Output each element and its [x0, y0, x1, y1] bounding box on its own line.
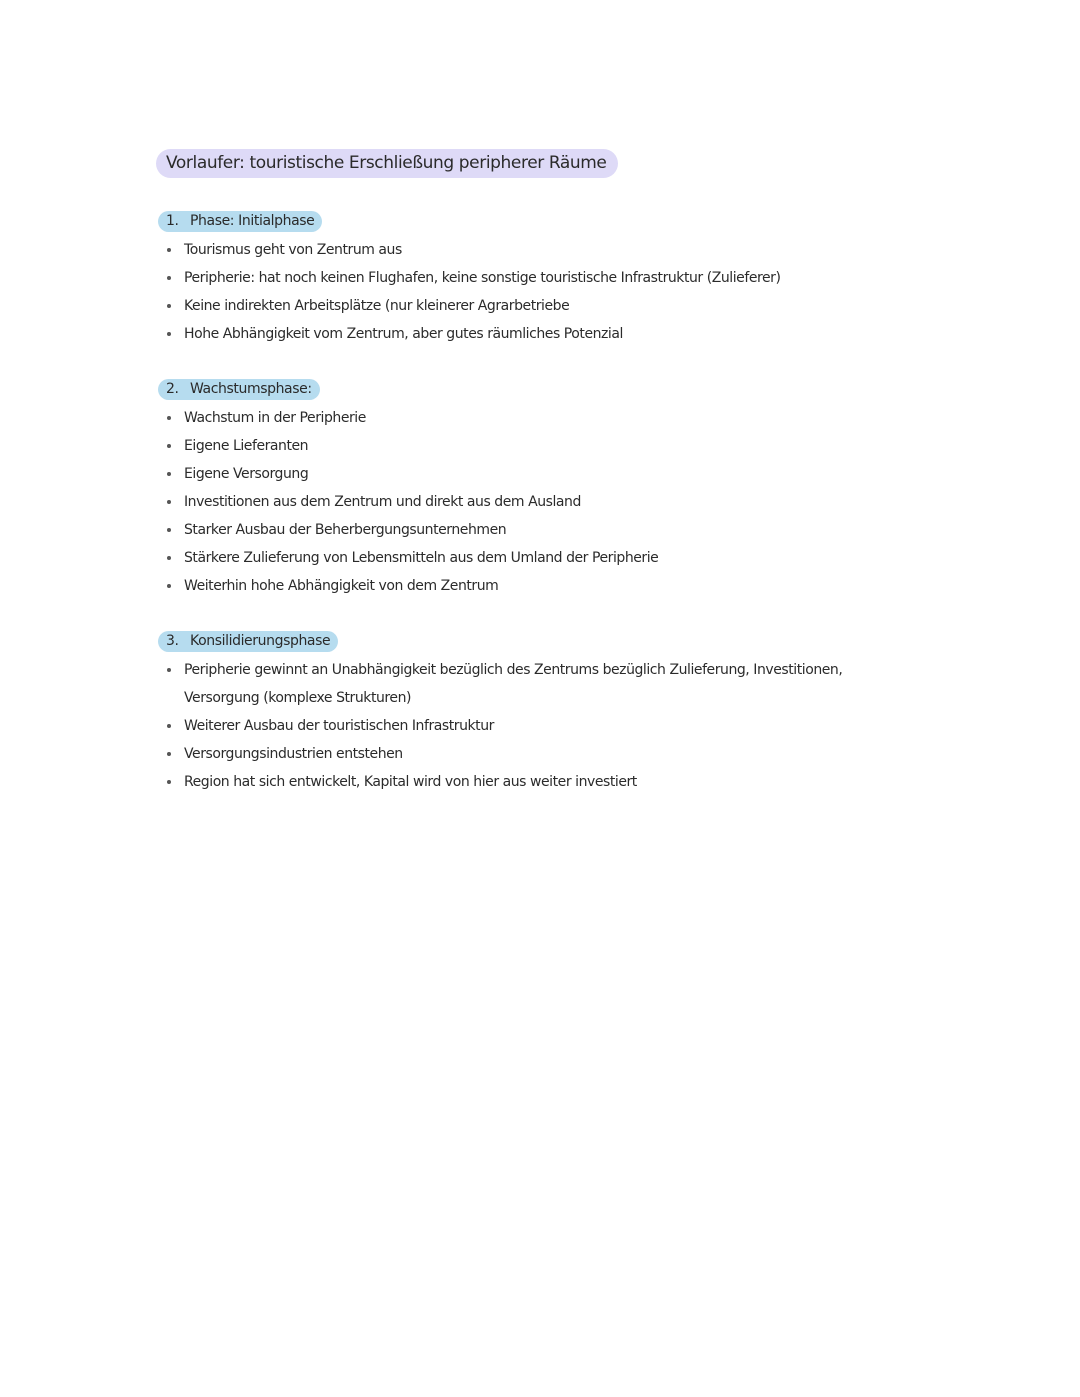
- section-heading: [158, 211, 322, 232]
- list-item: [158, 488, 858, 516]
- bullet-icon: [167, 556, 171, 560]
- list-item: [158, 236, 858, 264]
- list-item-text: Region hat sich entwickelt, Kapital wird von hier aus weiter investiert: [184, 774, 637, 790]
- list-item-text: Peripherie gewinnt an Unabhängigkeit bezüglich des Zentrums bezüglich Zulieferung, Investitionen, Versorgung (komplexe Strukturen): [184, 662, 843, 706]
- list-item: [158, 292, 858, 320]
- list-item-text: Eigene Lieferanten: [184, 438, 309, 454]
- bullet-icon: [167, 780, 171, 784]
- bullet-icon: [167, 584, 171, 588]
- section-heading: [158, 631, 338, 652]
- list-item-text: Eigene Versorgung: [184, 466, 309, 482]
- section-heading: [158, 379, 320, 400]
- document-title: Vorlaufer: touristische Erschließung peripherer Räume: [156, 149, 618, 178]
- section-heading-label: Phase: Initialphase: [190, 213, 315, 229]
- list-item: [158, 432, 858, 460]
- bullet-list: [158, 656, 858, 796]
- list-item-text: Starker Ausbau der Beherbergungsunternehmen: [184, 522, 507, 538]
- list-item: [158, 712, 858, 740]
- bullet-list: [158, 404, 858, 600]
- section-wachstumsphase: [158, 378, 858, 600]
- list-item: [158, 460, 858, 488]
- bullet-icon: [167, 416, 171, 420]
- bullet-icon: [167, 528, 171, 532]
- list-item: [158, 404, 858, 432]
- bullet-icon: [167, 472, 171, 476]
- section-heading-label: Wachstumsphase:: [190, 381, 312, 397]
- bullet-icon: [167, 500, 171, 504]
- section-konsilidierungsphase: [158, 630, 858, 796]
- bullet-icon: [167, 668, 171, 672]
- bullet-list: [158, 236, 858, 348]
- list-item-text: Weiterer Ausbau der touristischen Infrastruktur: [184, 718, 494, 734]
- bullet-icon: [167, 444, 171, 448]
- list-item-text: Versorgungsindustrien entstehen: [184, 746, 403, 762]
- list-item-text: Keine indirekten Arbeitsplätze (nur kleinerer Agrarbetriebe: [184, 298, 570, 314]
- list-item: [158, 740, 858, 768]
- list-item: [158, 656, 844, 712]
- list-item: [158, 572, 858, 600]
- list-item: [158, 544, 858, 572]
- list-item-text: Weiterhin hohe Abhängigkeit von dem Zentrum: [184, 578, 499, 594]
- bullet-icon: [167, 332, 171, 336]
- bullet-icon: [167, 248, 171, 252]
- section-initialphase: [158, 210, 858, 348]
- section-heading-label: Konsilidierungsphase: [190, 633, 331, 649]
- bullet-icon: [167, 752, 171, 756]
- list-item-text: Hohe Abhängigkeit vom Zentrum, aber gutes räumliches Potenzial: [184, 326, 623, 342]
- bullet-icon: [167, 276, 171, 280]
- list-item-text: Peripherie: hat noch keinen Flughafen, keine sonstige touristische Infrastruktur (Zulieferer): [184, 270, 781, 286]
- bullet-icon: [167, 724, 171, 728]
- list-item: [158, 264, 858, 292]
- list-item: [158, 768, 858, 796]
- list-item: [158, 516, 858, 544]
- list-item-text: Investitionen aus dem Zentrum und direkt aus dem Ausland: [184, 494, 581, 510]
- section-number: 3.: [166, 633, 179, 649]
- list-item-text: Tourismus geht von Zentrum aus: [184, 242, 402, 258]
- list-item: [158, 320, 858, 348]
- bullet-icon: [167, 304, 171, 308]
- list-item-text: Stärkere Zulieferung von Lebensmitteln aus dem Umland der Peripherie: [184, 550, 659, 566]
- section-number: 2.: [166, 381, 179, 397]
- list-item-text: Wachstum in der Peripherie: [184, 410, 366, 426]
- section-number: 1.: [166, 213, 179, 229]
